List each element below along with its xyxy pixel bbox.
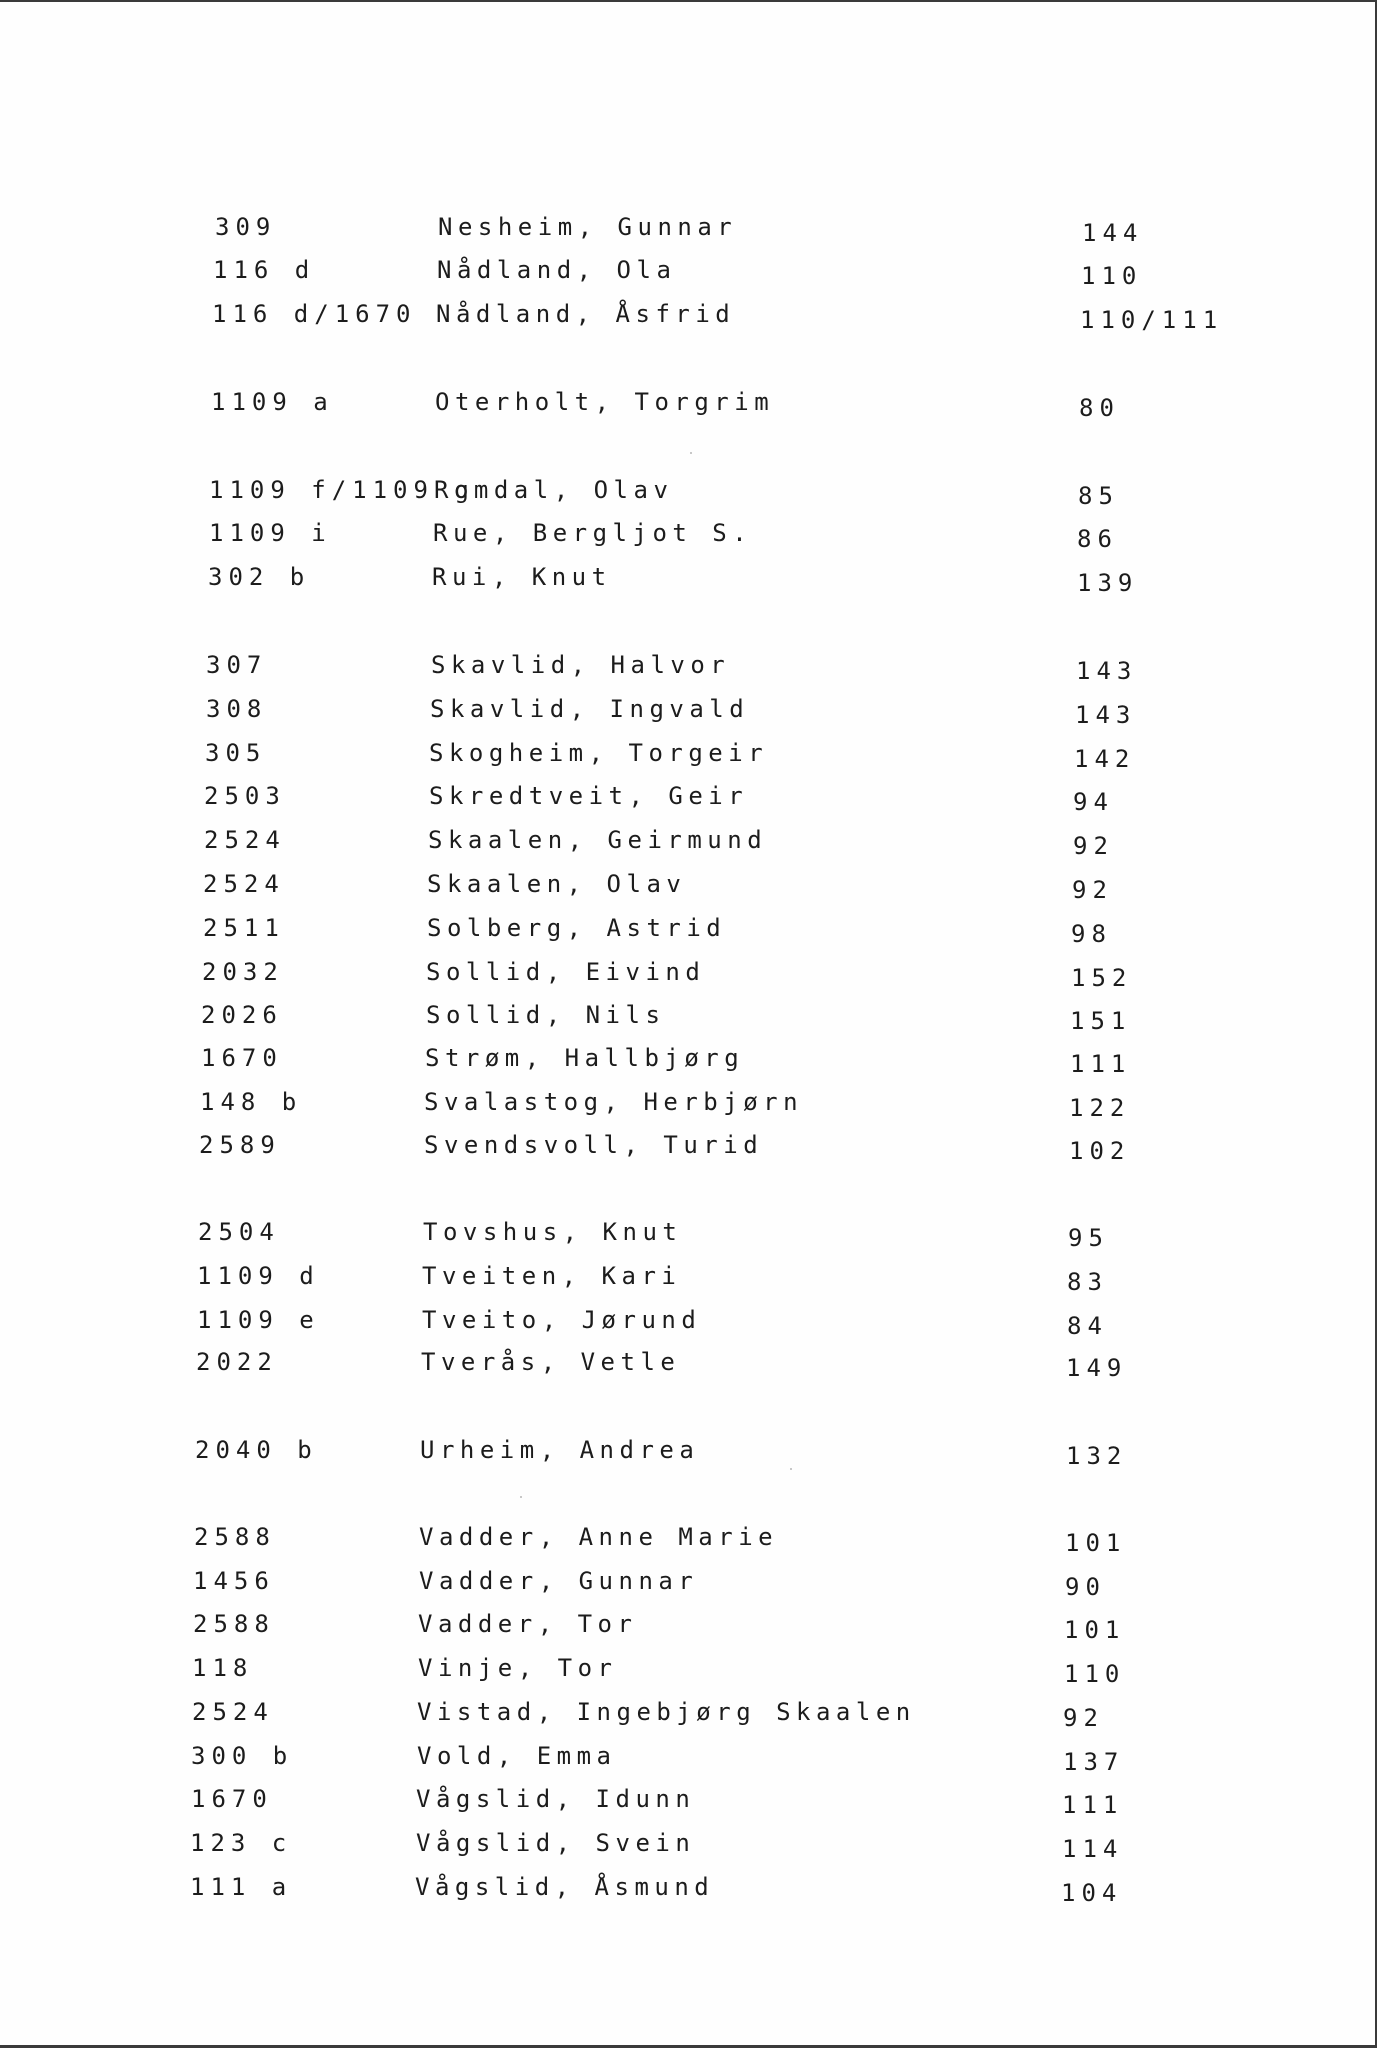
- index-entry: [0, 1561, 1377, 1601]
- index-entry: [0, 1300, 1377, 1340]
- entry-name: Urheim, Andrea: [420, 1436, 700, 1464]
- index-entry: [0, 1256, 1377, 1296]
- index-entry: [0, 645, 1377, 685]
- entry-name: Tverås, Vetle: [421, 1348, 681, 1376]
- entry-reference: 1109 i: [209, 519, 332, 547]
- entry-page: 94: [1073, 788, 1114, 816]
- entry-page: 92: [1073, 832, 1114, 860]
- index-entry: [0, 382, 1377, 422]
- index-entry: [0, 250, 1377, 290]
- entry-reference: 2524: [192, 1698, 274, 1726]
- index-entry: [0, 294, 1377, 334]
- entry-name: Nesheim, Gunnar: [438, 213, 738, 241]
- index-entry: [0, 908, 1377, 948]
- entry-page: 110/111: [1080, 306, 1224, 334]
- entry-name: Solberg, Astrid: [427, 914, 727, 942]
- entry-reference: 1456: [193, 1567, 275, 1595]
- index-entry: [0, 776, 1377, 816]
- entry-reference: 1670: [201, 1044, 283, 1072]
- entry-name: Tovshus, Knut: [423, 1218, 683, 1246]
- entry-page: 101: [1064, 1616, 1126, 1644]
- entry-page: 111: [1062, 1791, 1124, 1819]
- entry-page: 101: [1065, 1529, 1127, 1557]
- index-entry: [0, 733, 1377, 773]
- entry-name: Vågslid, Åsmund: [415, 1873, 715, 1901]
- entry-reference: 2032: [202, 958, 284, 986]
- entry-name: Tveito, Jørund: [422, 1306, 702, 1334]
- entry-reference: 2022: [196, 1348, 278, 1376]
- index-entry: [0, 1430, 1377, 1470]
- entry-reference: 1109 d: [197, 1262, 320, 1290]
- entry-page: 104: [1061, 1879, 1123, 1907]
- entry-reference: 2589: [199, 1131, 281, 1159]
- entry-page: 110: [1081, 262, 1143, 290]
- index-entry: [0, 1736, 1377, 1776]
- entry-reference: 1109 e: [197, 1306, 320, 1334]
- entry-page: 80: [1079, 394, 1120, 422]
- index-entry: [0, 1212, 1377, 1252]
- entry-reference: 2524: [203, 870, 285, 898]
- entry-name: Sollid, Eivind: [426, 958, 706, 986]
- entry-reference: 116 d: [213, 256, 316, 284]
- index-entry: [0, 689, 1377, 729]
- entry-page: 90: [1065, 1573, 1106, 1601]
- entry-reference: 308: [206, 695, 268, 723]
- index-entry: [0, 1604, 1377, 1644]
- entry-page: 92: [1063, 1704, 1104, 1732]
- entry-page: 142: [1074, 745, 1136, 773]
- entry-reference: 116 d/1670: [212, 300, 417, 328]
- entry-name: Svalastog, Herbjørn: [424, 1088, 804, 1116]
- index-entry: [0, 952, 1377, 992]
- entry-reference: 1109 a: [211, 388, 334, 416]
- entry-reference: 305: [205, 739, 267, 767]
- entry-page: 139: [1077, 569, 1139, 597]
- index-entry: [0, 1082, 1377, 1122]
- index-entry: [0, 1125, 1377, 1165]
- index-entry: [0, 1823, 1377, 1863]
- entry-name: Skaalen, Olav: [427, 870, 687, 898]
- index-entry: [0, 1779, 1377, 1819]
- entry-name: Vadder, Gunnar: [419, 1567, 699, 1595]
- entry-page: 110: [1064, 1660, 1126, 1688]
- index-entry: [0, 995, 1377, 1035]
- index-entry: [0, 557, 1377, 597]
- entry-name: Vinje, Tor: [418, 1654, 618, 1682]
- entry-reference: 302 b: [208, 563, 311, 591]
- entry-page: 102: [1069, 1137, 1131, 1165]
- scan-speck: [690, 452, 692, 454]
- entry-name: Romdal, Olav: [434, 476, 674, 504]
- index-entry: [0, 513, 1377, 553]
- entry-name: Strøm, Hallbjørg: [425, 1044, 745, 1072]
- entry-reference: 2503: [204, 782, 286, 810]
- entry-page: 98: [1071, 920, 1112, 948]
- entry-page: 152: [1071, 964, 1133, 992]
- index-entry: [0, 1038, 1377, 1078]
- entry-name: Vadder, Tor: [418, 1610, 638, 1638]
- entry-page: 144: [1082, 219, 1144, 247]
- index-entry: [0, 1648, 1377, 1688]
- entry-page: 132: [1066, 1442, 1128, 1470]
- index-entry: [0, 1692, 1377, 1732]
- entry-name: Oterholt, Torgrim: [435, 388, 775, 416]
- entry-page: 111: [1070, 1050, 1132, 1078]
- index-entry: [0, 820, 1377, 860]
- index-entry: [0, 1867, 1377, 1907]
- index-entry: [0, 207, 1377, 247]
- entry-reference: 307: [206, 651, 268, 679]
- entry-name: Vågslid, Idunn: [416, 1785, 696, 1813]
- entry-reference: 2524: [204, 826, 286, 854]
- entry-page: 92: [1072, 876, 1113, 904]
- index-entry: [0, 1517, 1377, 1557]
- entry-page: 114: [1062, 1835, 1124, 1863]
- entry-reference: 2511: [203, 914, 285, 942]
- entry-reference: 309: [215, 213, 277, 241]
- entry-reference: 2504: [198, 1218, 280, 1246]
- entry-name: Nådland, Ola: [437, 256, 677, 284]
- entry-reference: 2026: [201, 1001, 283, 1029]
- entry-name: Rue, Bergljot S.: [433, 519, 753, 547]
- entry-reference: 1109 f/1109 g: [209, 476, 475, 504]
- index-entry: [0, 864, 1377, 904]
- entry-name: Rui, Knut: [432, 563, 612, 591]
- entry-name: Sollid, Nils: [426, 1001, 666, 1029]
- entry-name: Skredtveit, Geir: [429, 782, 749, 810]
- entry-page: 95: [1068, 1224, 1109, 1252]
- entry-page: 122: [1069, 1094, 1131, 1122]
- entry-reference: 2588: [193, 1610, 275, 1638]
- entry-reference: 111 a: [190, 1873, 293, 1901]
- entry-name: Vadder, Anne Marie: [419, 1523, 779, 1551]
- entry-page: 137: [1063, 1748, 1125, 1776]
- entry-page: 86: [1077, 525, 1118, 553]
- entry-page: 84: [1067, 1312, 1108, 1340]
- entry-reference: 118: [192, 1654, 254, 1682]
- entry-name: Skavlid, Halvor: [431, 651, 731, 679]
- scan-speck: [520, 1496, 522, 1498]
- entry-reference: 123 c: [190, 1829, 293, 1857]
- entry-name: Vistad, Ingebjørg Skaalen: [417, 1698, 916, 1726]
- entry-name: Vold, Emma: [417, 1742, 617, 1770]
- entry-page: 143: [1076, 657, 1138, 685]
- entry-name: Skogheim, Torgeir: [429, 739, 769, 767]
- entry-reference: 2040 b: [195, 1436, 318, 1464]
- entry-reference: 300 b: [191, 1742, 294, 1770]
- entry-reference: 1670: [191, 1785, 273, 1813]
- scan-edge-top: [0, 0, 1377, 2]
- entry-name: Nådland, Åsfrid: [436, 300, 736, 328]
- entry-name: Svendsvoll, Turid: [424, 1131, 764, 1159]
- entry-name: Skaalen, Geirmund: [428, 826, 768, 854]
- entry-reference: 148 b: [200, 1088, 303, 1116]
- entry-page: 151: [1070, 1007, 1132, 1035]
- entry-name: Tveiten, Kari: [422, 1262, 682, 1290]
- entry-name: Vågslid, Svein: [416, 1829, 696, 1857]
- index-entry: [0, 470, 1377, 510]
- entry-reference: 2588: [194, 1523, 276, 1551]
- entry-name: Skavlid, Ingvald: [430, 695, 750, 723]
- entry-page: 149: [1066, 1354, 1128, 1382]
- index-entry: [0, 1342, 1377, 1382]
- entry-page: 85: [1078, 482, 1119, 510]
- entry-page: 143: [1075, 701, 1137, 729]
- entry-page: 83: [1067, 1268, 1108, 1296]
